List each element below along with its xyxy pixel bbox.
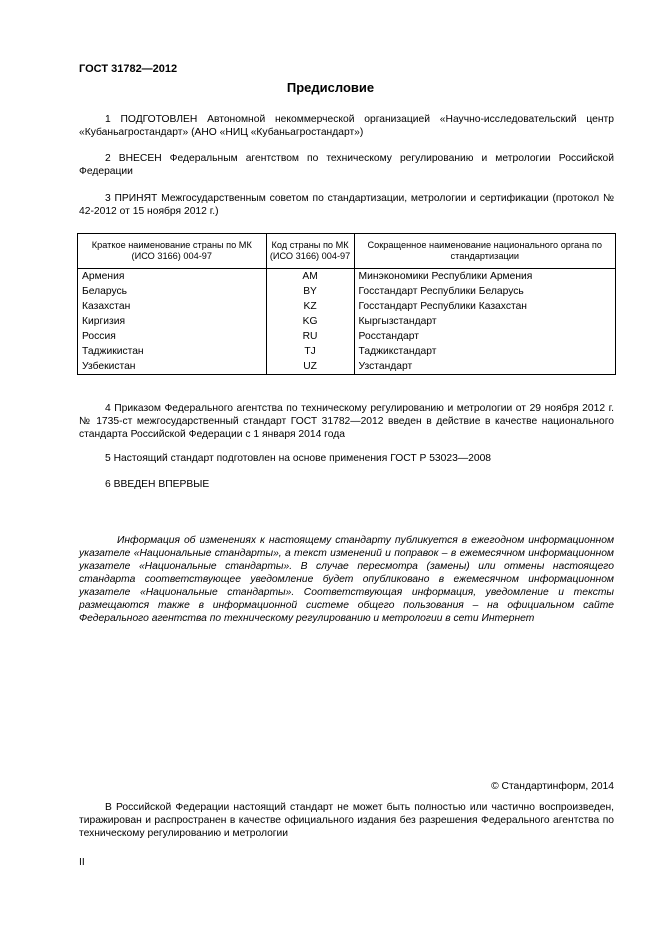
table-row	[78, 314, 616, 329]
copyright: © Стандартинформ, 2014	[491, 781, 614, 792]
cell-country: Беларусь	[78, 284, 267, 299]
paragraph-text: 3 ПРИНЯТ Межгосударственным советом по стандартизации, метрологии и сертификации (протокол № 42-2012 от 15 ноября 2012 г.)	[79, 193, 614, 217]
reproduction-notice-text: В Российской Федерации настоящий стандарт не может быть полностью или частично воспроизведен, тиражирован и распространен в качестве официального издания без разрешения Федерального агентства по техническому регулированию и метрологии	[79, 802, 614, 839]
table-row	[78, 299, 616, 314]
paragraph-text: 5 Настоящий стандарт подготовлен на основе применения ГОСТ Р 53023—2008	[105, 453, 492, 464]
paragraph-basis	[79, 452, 614, 465]
paragraph-text: 1 ПОДГОТОВЛЕН Автономной некоммерческой организацией «Научно-исследовательский центр «Кубаньагростандарт» (АНО «НИЦ «Кубаньагростандарт»)	[79, 114, 614, 138]
column-header-organ: Сокращенное наименование национального органа по стандартизации	[354, 234, 615, 269]
cell-country: Узбекистан	[78, 359, 267, 375]
paragraph-adopted-by	[79, 192, 614, 218]
page-number: II	[79, 857, 85, 868]
paragraph-text: 4 Приказом Федерального агентства по техническому регулированию и метрологии от 29 ноября 2012 г. № 1735-ст межгосударственный стандарт ГОСТ 31782—2012 введен в действие в качестве национального стандарта Российской Федерации с 1 января 2014 года	[79, 403, 614, 440]
cell-country: Киргизия	[78, 314, 267, 329]
cell-country: Армения	[78, 269, 267, 285]
paragraph-order	[79, 402, 614, 441]
reproduction-notice	[79, 801, 614, 840]
cell-organ: Минэкономики Республики Армения	[354, 269, 615, 285]
paragraph-introduced-by	[79, 152, 614, 178]
cell-organ: Таджикстандарт	[354, 344, 615, 359]
table-row	[78, 344, 616, 359]
cell-country: Таджикистан	[78, 344, 267, 359]
cell-code: RU	[266, 329, 354, 344]
cell-organ: Росстандарт	[354, 329, 615, 344]
paragraph-text: 2 ВНЕСЕН Федеральным агентством по техническому регулированию и метрологии Российской Федерации	[79, 153, 614, 177]
cell-code: TJ	[266, 344, 354, 359]
cell-organ: Узстандарт	[354, 359, 615, 375]
cell-code: KG	[266, 314, 354, 329]
cell-code: KZ	[266, 299, 354, 314]
cell-country: Казахстан	[78, 299, 267, 314]
paragraph-text: 6 ВВЕДЕН ВПЕРВЫЕ	[105, 479, 210, 490]
voting-countries-table	[77, 233, 616, 375]
column-header-code: Код страны по МК (ИСО 3166) 004-97	[266, 234, 354, 269]
table-row	[78, 329, 616, 344]
paragraph-introduced-first	[79, 478, 614, 491]
cell-code: BY	[266, 284, 354, 299]
paragraph-prepared-by	[79, 113, 614, 139]
table-row	[78, 284, 616, 299]
cell-organ: Госстандарт Республики Беларусь	[354, 284, 615, 299]
table-header-row	[78, 234, 616, 269]
standard-code-header: ГОСТ 31782—2012	[79, 63, 178, 75]
table-row	[78, 269, 616, 285]
table-row	[78, 359, 616, 375]
cell-organ: Кыргызстандарт	[354, 314, 615, 329]
cell-code: AM	[266, 269, 354, 285]
info-notice-text: Информация об изменениях к настоящему стандарту публикуется в ежегодном информационном указателе «Национальные стандарты», а текст изменений и поправок – в ежемесячном информационном указателе «Национальные стандарты». В случае пересмотра (замены) или отмены настоящего стандарта соответствующее уведомление будет опубликовано в ежемесячном информационном указателе «Национальные стандарты». Соответствующая информация, уведомление и тексты размещаются также в информационной системе общего пользования – на официальном сайте Федерального агентства по техническому регулированию и метрологии в сети Интернет	[79, 535, 614, 624]
cell-organ: Госстандарт Республики Казахстан	[354, 299, 615, 314]
cell-code: UZ	[266, 359, 354, 375]
changes-info-notice	[79, 534, 614, 625]
cell-country: Россия	[78, 329, 267, 344]
page-title: Предисловие	[286, 80, 375, 95]
column-header-country: Краткое наименование страны по МК (ИСО 3166) 004-97	[78, 234, 267, 269]
